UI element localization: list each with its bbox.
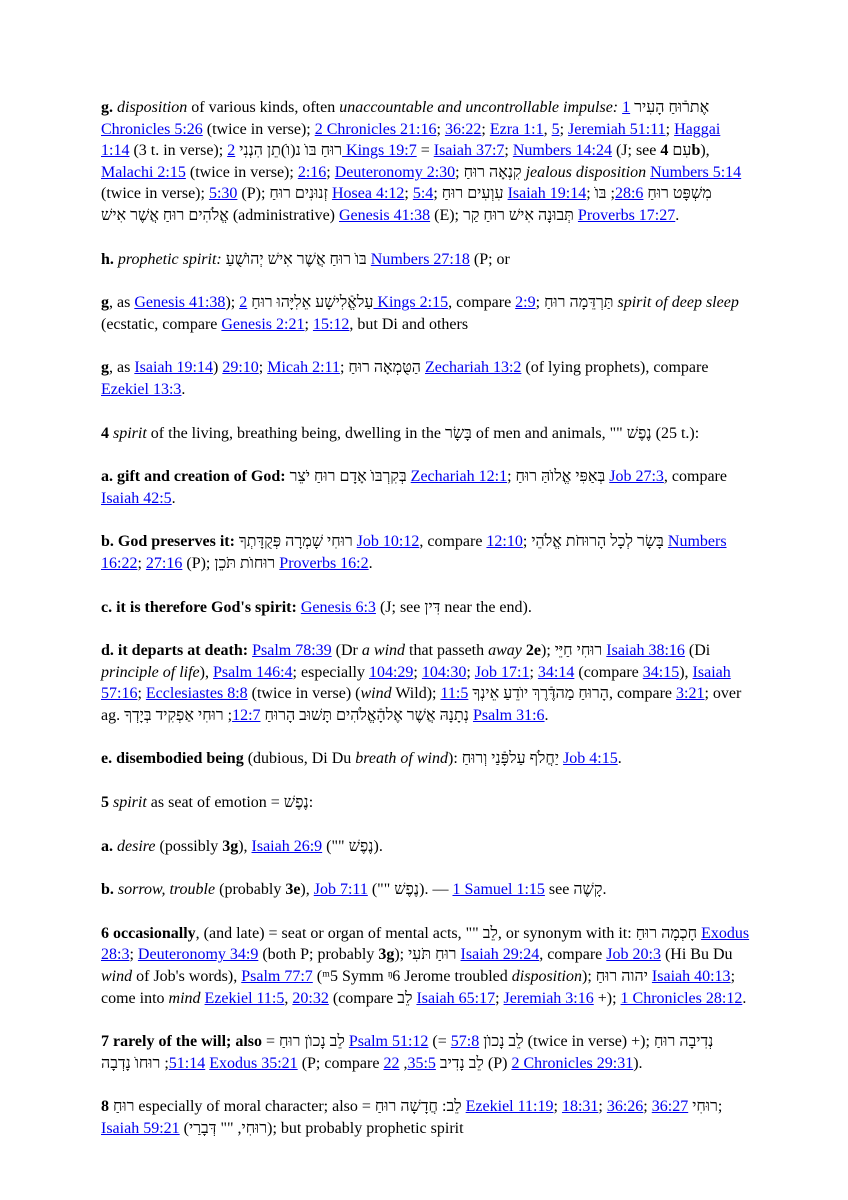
entry-text: (Di bbox=[684, 642, 711, 660]
entry-text: . bbox=[544, 706, 549, 724]
bold-label: 6 occasionally bbox=[101, 924, 196, 942]
entry-text: ): יַחֲלֹף עַלפָּֿנַי וְרוּחַ bbox=[448, 750, 564, 768]
italic-gloss: desire bbox=[117, 837, 156, 855]
entry-paragraph-4c bbox=[101, 597, 751, 619]
entry-text: בּוֺ רוּחַ אֲשֶׁר אִישׁ יְהוֺשֻׁעַ bbox=[221, 250, 371, 268]
entry-text: רוּחִי שָׁמְרָה פְּקֻדָּתְךָ bbox=[234, 533, 357, 551]
entry-paragraph-g-disposition bbox=[101, 97, 751, 227]
scripture-reference-link[interactable]: 5 bbox=[551, 120, 560, 138]
scripture-reference-link[interactable]: 12:10 bbox=[486, 533, 523, 551]
entry-text: see קָשֶׁה. bbox=[544, 881, 607, 899]
scripture-reference-link[interactable]: Malachi 2:15 bbox=[101, 163, 186, 181]
scripture-reference-link[interactable]: Isaiah 38:16 bbox=[606, 642, 685, 660]
entry-text: ; רוּחִי אַפְקִיד בְּיָדְךָ bbox=[124, 706, 473, 724]
scripture-reference-link[interactable]: 104:29 bbox=[368, 663, 414, 681]
scripture-reference-link[interactable]: 20:32 bbox=[292, 989, 329, 1007]
entry-text: = לֵב נָכוֺן רוּחַ bbox=[262, 1033, 349, 1051]
entry-text: that passeth bbox=[405, 642, 489, 660]
bold-label: h. bbox=[101, 250, 114, 268]
entry-text: (dubious, Di Du bbox=[243, 750, 356, 768]
entry-text: ), bbox=[679, 663, 693, 681]
entry-text: , compare bbox=[608, 685, 677, 703]
scripture-reference-link[interactable]: Zechariah 13:2 bbox=[424, 359, 522, 377]
entry-text: , compare bbox=[539, 946, 607, 964]
entry-paragraph-5a bbox=[101, 836, 751, 858]
scripture-reference-link[interactable]: Ecclesiastes 8:8 bbox=[145, 685, 248, 703]
entry-text: (twice in verse) ( bbox=[247, 685, 361, 703]
entry-text: ; בּוֺ אֱלֹהִים רוּחַ אֲשֶׁר אִישׁ (administrative) bbox=[101, 185, 615, 224]
entry-text: , (and late) = seat or organ of mental acts, "" לֵב, or synonym with it: חָכְמָה רוּחַ bbox=[195, 924, 702, 942]
scripture-reference-link[interactable]: Genesis 6:3 bbox=[300, 598, 376, 616]
scripture-reference-link[interactable]: Isaiah 57:16 bbox=[101, 663, 731, 703]
entry-paragraph-four bbox=[101, 423, 751, 445]
scripture-reference-link[interactable]: 36:27 bbox=[651, 1098, 689, 1116]
scripture-reference-link[interactable]: Proverbs 16:2 bbox=[279, 554, 369, 572]
bold-label: 3e bbox=[285, 881, 301, 899]
scripture-reference-link[interactable]: 35:5 bbox=[407, 1054, 436, 1072]
entry-text: ; especially bbox=[292, 663, 369, 681]
entry-text: , but Di and others bbox=[349, 315, 469, 333]
entry-text: . bbox=[617, 750, 622, 768]
entry-text: ; עִוְעִים רוּחַ bbox=[433, 185, 508, 203]
scripture-reference-link[interactable]: Ezekiel 11:19 bbox=[465, 1098, 554, 1116]
entry-text: (רוּחִי, "" דְּבָרַי); but probably prophetic spirit bbox=[179, 1120, 464, 1137]
entry-text: אֶתרֿוּחַ הָעִיר bbox=[618, 99, 710, 116]
entry-text: +); bbox=[593, 989, 621, 1007]
entry-text: ; הַטֻּמְאָה רוּחַ bbox=[339, 359, 425, 377]
entry-text: . bbox=[171, 489, 176, 507]
entry-paragraph-4a bbox=[101, 466, 751, 509]
scripture-reference-link[interactable]: 1 Chronicles 28:12 bbox=[620, 989, 743, 1007]
entry-text: בְּקִרְבּוֺ אָדָם רוּחַ יֹצֵר bbox=[285, 468, 411, 486]
bold-label: b. God preserves it: bbox=[101, 533, 235, 551]
entry-text: ; bbox=[466, 663, 475, 681]
scripture-reference-link[interactable]: Isaiah 29:24 bbox=[460, 946, 540, 964]
entry-text: ; מִשְׁפָּט רוּחַ bbox=[586, 185, 712, 203]
entry-text: (3 t. in verse); רוּחַ בּוֺ נ(וֺ)תֵן הִנְנִי bbox=[129, 142, 343, 160]
entry-text: (Dr bbox=[331, 642, 362, 660]
scripture-reference-link[interactable]: 104:30 bbox=[421, 663, 467, 681]
scripture-reference-link[interactable]: Job 27:3 bbox=[609, 468, 664, 486]
scripture-reference-link[interactable]: Genesis 2:21 bbox=[221, 315, 305, 333]
entry-text: . bbox=[368, 554, 373, 572]
scripture-reference-link[interactable]: 57:8 bbox=[450, 1033, 480, 1051]
entry-text: ("" נֶפֶשׁ). bbox=[322, 837, 383, 855]
italic-gloss: wind bbox=[360, 685, 392, 703]
bold-label: 3g bbox=[222, 837, 239, 855]
scripture-reference-link[interactable]: 27:16 bbox=[145, 554, 183, 572]
italic-gloss: principle of life bbox=[101, 663, 200, 681]
scripture-reference-link[interactable]: Psalm 77:7 bbox=[241, 968, 313, 986]
scripture-reference-link[interactable]: Exodus 35:21 bbox=[209, 1054, 298, 1072]
scripture-reference-link[interactable]: Isaiah 40:13 bbox=[651, 968, 731, 986]
scripture-reference-link[interactable]: 28:6 bbox=[614, 185, 644, 203]
scripture-reference-link[interactable]: Isaiah 19:14 bbox=[507, 185, 587, 203]
scripture-reference-link[interactable]: Ezekiel 13:3 bbox=[101, 380, 182, 398]
scripture-reference-link[interactable]: 36:26 bbox=[606, 1098, 644, 1116]
bold-label: d. it departs at death: bbox=[101, 642, 249, 660]
entry-text: ; בָּשָׂר לְכָל הָרוּחֹת אֱלֹהֵי bbox=[522, 533, 668, 551]
entry-text: (P; compare לֵב נָדִיב bbox=[297, 1054, 484, 1072]
scripture-reference-link[interactable]: Genesis 41:38 bbox=[339, 206, 431, 224]
entry-text: . bbox=[181, 380, 186, 398]
entry-paragraph-4b bbox=[101, 531, 751, 574]
entry-text: (compare bbox=[574, 663, 643, 681]
bold-label: g bbox=[101, 294, 109, 312]
entry-text: ; bbox=[129, 946, 138, 964]
entry-text: . bbox=[675, 206, 680, 224]
bold-label: 4 bbox=[101, 424, 109, 442]
entry-text: (E); תְּבוּנָה אִישׁ רוּחַ קַר bbox=[430, 206, 578, 224]
bold-label: 8 bbox=[101, 1098, 109, 1116]
entry-text: (possibly bbox=[155, 837, 223, 855]
bold-label: g. bbox=[101, 99, 113, 116]
bold-label: 2e bbox=[525, 642, 541, 660]
entry-text: (probably bbox=[215, 881, 286, 899]
entry-text: ) bbox=[212, 359, 223, 377]
entry-text: as seat of emotion = נֶפֶשׁ: bbox=[146, 794, 314, 812]
italic-gloss: disposition bbox=[117, 99, 188, 116]
entry-paragraph-5b bbox=[101, 879, 751, 901]
entry-text: ; רוּחִי bbox=[643, 1098, 718, 1116]
entry-text: of Job's words), bbox=[132, 968, 242, 986]
scripture-reference-link[interactable]: 2 Chronicles 29:31 bbox=[511, 1054, 634, 1072]
entry-text: ; over ag. נְתָנָהּ אֲשֶׁר אֶלהָֿאֱלֹהִים תָּשׁוּב הָרוּחַ bbox=[101, 685, 742, 724]
entry-text: ; bbox=[504, 142, 513, 160]
italic-gloss: breath of wind bbox=[355, 750, 448, 768]
scripture-reference-link[interactable]: 18:31 bbox=[561, 1098, 599, 1116]
scripture-reference-link[interactable]: 34:14 bbox=[537, 663, 575, 681]
bold-label: e. disembodied being bbox=[101, 750, 244, 768]
entry-paragraph-g-isaiah bbox=[101, 357, 751, 400]
entry-text: (ecstatic, compare bbox=[101, 315, 222, 333]
entry-text: ; bbox=[413, 663, 422, 681]
entry-text: (twice in verse) +); נְדִיבָה רוּחַ bbox=[523, 1033, 714, 1051]
scripture-reference-link[interactable]: 12:7 bbox=[232, 706, 261, 724]
italic-gloss: wind bbox=[101, 968, 133, 986]
scripture-reference-link[interactable]: 36:22 bbox=[444, 120, 482, 138]
entry-text: ; bbox=[598, 1098, 607, 1116]
entry-text: (twice in verse); bbox=[202, 120, 315, 138]
bold-label: 7 rarely of the will; also bbox=[101, 1033, 263, 1051]
bold-label: a. bbox=[101, 837, 113, 855]
entry-text: ); עַלאֱֿלִישָׁע אֵלִיָּהוּ רוּחַ bbox=[225, 294, 374, 312]
scripture-reference-link[interactable]: Jeremiah 3:16 bbox=[503, 989, 594, 1007]
entry-text: (Hi Bu Du bbox=[660, 946, 733, 964]
scripture-reference-link[interactable]: Hosea 4:12 bbox=[331, 185, 405, 203]
entry-text: (twice in verse); bbox=[185, 163, 298, 181]
bold-label: 3g bbox=[378, 946, 395, 964]
entry-text: רוּחַ especially of moral character; also = לֵב: חֲדָשָׁה רוּחַ bbox=[109, 1098, 466, 1116]
entry-text: ; bbox=[495, 989, 504, 1007]
scripture-reference-link[interactable]: Haggai 1:14 bbox=[101, 120, 721, 160]
entry-text: , bbox=[543, 120, 552, 138]
entry-text: of various kinds, often bbox=[187, 99, 340, 116]
entry-text: , as bbox=[109, 294, 135, 312]
scripture-reference-link[interactable]: Isaiah 42:5 bbox=[101, 489, 172, 507]
entry-text: ; bbox=[304, 315, 313, 333]
scripture-reference-link[interactable]: 5:30 bbox=[208, 185, 238, 203]
entry-text: ), bbox=[300, 881, 314, 899]
scripture-reference-link[interactable]: Psalm 146:4 bbox=[212, 663, 293, 681]
entry-text: , as bbox=[109, 359, 135, 377]
entry-text: ; bbox=[326, 163, 335, 181]
italic-gloss: unaccountable and uncontrollable impulse: bbox=[339, 99, 619, 116]
scripture-reference-link[interactable]: Genesis 41:38 bbox=[134, 294, 226, 312]
entry-text: ; רוּחוֺ נָדְבָה bbox=[101, 1054, 210, 1072]
entry-paragraph-six bbox=[101, 923, 751, 1009]
entry-text: (J; see עִם bbox=[611, 142, 692, 160]
scripture-reference-link[interactable]: 51:14 bbox=[168, 1054, 206, 1072]
scripture-reference-link[interactable]: Deuteronomy 2:30 bbox=[334, 163, 456, 181]
entry-text: ); רוּחִי חַיֵּי bbox=[541, 642, 607, 660]
scripture-reference-link[interactable]: Numbers 16:22 bbox=[101, 533, 727, 572]
entry-text: (P); רוּחוֺת תֹּכֵן bbox=[182, 554, 280, 572]
entry-paragraph-five bbox=[101, 792, 751, 814]
scripture-reference-link[interactable]: 1 Samuel 1:15 bbox=[452, 881, 545, 899]
entry-paragraph-4e bbox=[101, 748, 751, 770]
scripture-reference-link[interactable]: Job 20:3 bbox=[606, 946, 661, 964]
scripture-reference-link[interactable]: 5:4 bbox=[412, 185, 434, 203]
entry-text: ; come into bbox=[101, 968, 736, 1007]
scripture-reference-link[interactable]: Isaiah 37:7 bbox=[433, 142, 505, 160]
scripture-reference-link[interactable]: Ezra 1:1 bbox=[489, 120, 544, 138]
scripture-reference-link[interactable]: Isaiah 19:14 bbox=[134, 359, 213, 377]
bold-label: g bbox=[101, 359, 109, 377]
entry-text: Wild); הָרוּחַ מַהדֶּֿרֶךְ יוֺדֵעַ אֵינְךָ bbox=[391, 685, 609, 703]
entry-text: (P); זְנוּנִים רוּחַ bbox=[237, 185, 332, 203]
italic-gloss: away bbox=[488, 642, 522, 660]
italic-gloss: jealous disposition bbox=[525, 163, 647, 181]
entry-text: ; קִנְאָה רוּחַ bbox=[455, 163, 526, 181]
bold-label: b. bbox=[101, 881, 114, 899]
scripture-reference-link[interactable]: 2 Chronicles 21:16 bbox=[314, 120, 437, 138]
scripture-reference-link[interactable]: Psalm 51:12 bbox=[348, 1033, 429, 1051]
italic-gloss: a wind bbox=[361, 642, 406, 660]
bold-label: 5 bbox=[101, 794, 109, 812]
scripture-reference-link[interactable]: Job 17:1 bbox=[474, 663, 530, 681]
scripture-reference-link[interactable]: Proverbs 17:27 bbox=[577, 206, 676, 224]
entry-text: (= לֵב נָכוֺן bbox=[428, 1033, 524, 1051]
entry-paragraph-g-genesis bbox=[101, 292, 751, 335]
italic-gloss: disposition bbox=[511, 968, 582, 986]
bold-label: c. it is therefore God's spirit: bbox=[101, 598, 297, 616]
scripture-reference-link[interactable]: 2:9 bbox=[515, 294, 536, 312]
entry-paragraph-h-prophetic bbox=[101, 249, 751, 271]
entry-text: (of lying prophets), compare bbox=[521, 359, 709, 377]
entry-text: = bbox=[416, 142, 434, 160]
entry-paragraph-4d bbox=[101, 640, 751, 726]
scripture-reference-link[interactable]: Job 4:15 bbox=[563, 750, 618, 768]
scripture-reference-link[interactable]: Zechariah 12:1 bbox=[410, 468, 508, 486]
scripture-reference-link[interactable]: Jeremiah 51:11 bbox=[568, 120, 666, 138]
scripture-reference-link[interactable]: 29:10 bbox=[222, 359, 259, 377]
scripture-reference-link[interactable]: Ezekiel 11:5 bbox=[204, 989, 285, 1007]
entry-text: , bbox=[284, 989, 293, 1007]
entry-text: , compare bbox=[419, 533, 487, 551]
entry-text: of the living, breathing being, dwelling in the בָּשָׂר of men and animals, "" נֶפֶשׁ (25 t.): bbox=[146, 424, 700, 442]
entry-text: , compare bbox=[663, 468, 727, 486]
entry-paragraph-eight bbox=[101, 1096, 751, 1139]
entry-text: ; bbox=[436, 120, 445, 138]
entry-text: . bbox=[742, 989, 747, 1007]
scripture-reference-link[interactable]: Isaiah 26:9 bbox=[251, 837, 323, 855]
scripture-reference-link[interactable]: Job 7:11 bbox=[313, 881, 368, 899]
entry-text: ); יהוה רוּחַ bbox=[582, 968, 652, 986]
scripture-reference-link[interactable]: 22 bbox=[383, 1054, 400, 1072]
entry-text: ; תַּרְדֵּמָה רוּחַ bbox=[535, 294, 618, 312]
entry-text: ), bbox=[238, 837, 252, 855]
entry-text: ; bbox=[559, 120, 569, 138]
entry-text: (P) bbox=[483, 1054, 512, 1072]
scripture-reference-link[interactable]: 15:12 bbox=[312, 315, 350, 333]
scripture-reference-link[interactable]: Psalm 31:6 bbox=[472, 706, 545, 724]
entry-text: ; bbox=[258, 359, 268, 377]
scripture-reference-link[interactable]: Deuteronomy 34:9 bbox=[137, 946, 259, 964]
scripture-reference-link[interactable]: 11:5 bbox=[440, 685, 469, 703]
scripture-reference-link[interactable]: Numbers 14:24 bbox=[512, 142, 612, 160]
bold-label: a. gift and creation of God: bbox=[101, 468, 286, 486]
entry-text: ; bbox=[665, 120, 675, 138]
scripture-reference-link[interactable]: Numbers 27:18 bbox=[370, 250, 470, 268]
entry-text: ("" נֶפֶשׁ). — bbox=[367, 881, 453, 899]
scripture-reference-link[interactable]: Job 10:12 bbox=[356, 533, 420, 551]
bold-label: 4b bbox=[660, 142, 701, 160]
entry-text: (P; or bbox=[469, 250, 510, 268]
entry-text: (compare לֵב bbox=[328, 989, 417, 1007]
scripture-reference-link[interactable]: 34:15 bbox=[642, 663, 680, 681]
scripture-reference-link[interactable]: Isaiah 59:21 bbox=[101, 1120, 180, 1137]
scripture-reference-link[interactable]: Micah 2:11 bbox=[267, 359, 340, 377]
entry-text: ; bbox=[481, 120, 490, 138]
italic-gloss: spirit bbox=[113, 794, 147, 812]
entry-text: , compare bbox=[448, 294, 516, 312]
italic-gloss: sorrow, trouble bbox=[117, 881, 216, 899]
scripture-reference-link[interactable]: 1 Chronicles 5:26 bbox=[101, 99, 631, 138]
entry-text: ), bbox=[199, 663, 213, 681]
lexicon-page bbox=[101, 97, 751, 1162]
scripture-reference-link[interactable]: 2 Kings 2:15 bbox=[239, 294, 449, 312]
entry-text: ; bbox=[404, 185, 413, 203]
entry-text: (ᵐ5 Symm ᵑ6 Jerome troubled bbox=[312, 968, 512, 986]
italic-gloss: mind bbox=[168, 989, 201, 1007]
entry-text: ; bbox=[717, 1098, 723, 1116]
scripture-reference-link[interactable]: 2 Kings 19:7 bbox=[227, 142, 417, 160]
entry-text: ), bbox=[700, 142, 710, 160]
entry-text: , bbox=[399, 1054, 408, 1072]
scripture-reference-link[interactable]: Exodus 28:3 bbox=[101, 924, 750, 964]
entry-text: (both P; probably bbox=[258, 946, 379, 964]
scripture-reference-link[interactable]: Psalm 78:39 bbox=[252, 642, 332, 660]
italic-gloss: prophetic spirit: bbox=[117, 250, 222, 268]
scripture-reference-link[interactable]: Isaiah 65:17 bbox=[416, 989, 496, 1007]
entry-text: ). bbox=[633, 1054, 643, 1072]
entry-text: ; bbox=[529, 663, 538, 681]
italic-gloss: spirit bbox=[113, 424, 147, 442]
entry-text: ; bbox=[137, 554, 146, 572]
scripture-reference-link[interactable]: 3:21 bbox=[676, 685, 705, 703]
entry-text: (J; see דִּין near the end). bbox=[375, 598, 532, 616]
entry-text: ); רוּחַ תֹּעִי bbox=[394, 946, 461, 964]
scripture-reference-link[interactable]: 2:16 bbox=[297, 163, 327, 181]
entry-text: ; בְּאַפִּי אֱלוֺהַּ רוּחַ bbox=[507, 468, 610, 486]
entry-text: (twice in verse); bbox=[101, 185, 209, 203]
italic-gloss: spirit of deep sleep bbox=[617, 294, 739, 312]
entry-text: ; bbox=[553, 1098, 562, 1116]
entry-paragraph-seven bbox=[101, 1031, 751, 1074]
entry-text: ; bbox=[137, 685, 146, 703]
scripture-reference-link[interactable]: Numbers 5:14 bbox=[650, 163, 742, 181]
